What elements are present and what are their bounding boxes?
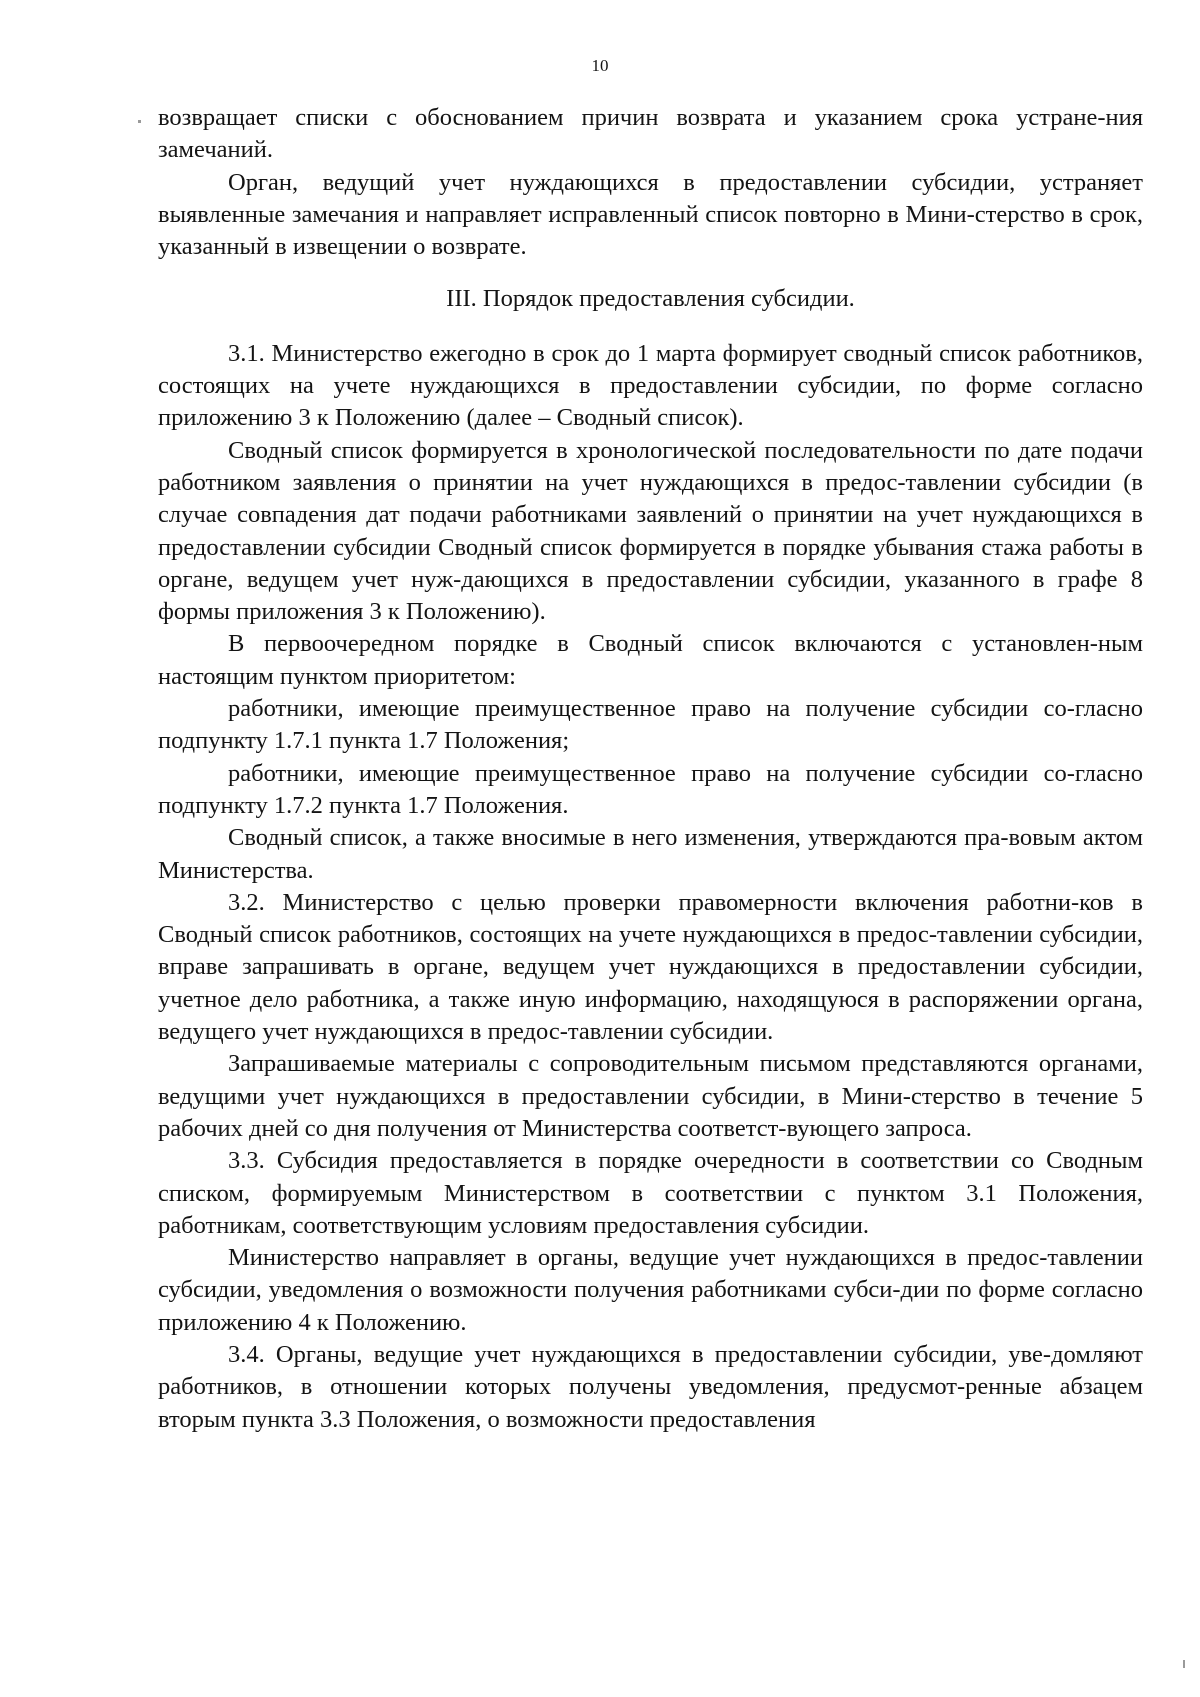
paragraph: Министерство направляет в органы, ведущие учет нуждающихся в предос-тавлении субсидии, уведомления о возможности получения работниками субси-дии по форме согласно приложению 4 к Положению. — [158, 1244, 1143, 1336]
document-body — [158, 102, 1143, 1436]
list-item: работники, имеющие преимущественное право на получение субсидии со-гласно подпункту 1.7.2 пункта 1.7 Положения. — [158, 759, 1143, 819]
paragraph: 3.1. Министерство ежегодно в срок до 1 марта формирует сводный список работников, состоящих на учете нуждающихся в предоставлении субсидии, по форме согласно приложению 3 к Положению (далее – Сводный список). — [158, 339, 1143, 432]
paragraph-continuation: возвращает списки с обоснованием причин возврата и указанием срока устране-ния замечаний. — [158, 104, 1143, 164]
paragraph: 3.4. Органы, ведущие учет нуждающихся в предоставлении субсидии, уве-домляют работников, в отношении которых получены уведомления, предусмот-ренные абзацем вторым пункта 3.3 Положения, о возможности предоставления — [158, 1340, 1143, 1433]
paragraph: Орган, ведущий учет нуждающихся в предоставлении субсидии, устраняет выявленные замечания и направляет исправленный список повторно в Мини-стерство в срок, указанный в извещении о возврате. — [158, 168, 1143, 261]
paragraph: В первоочередном порядке в Сводный список включаются с установлен-ным настоящим пунктом приоритетом: — [158, 630, 1143, 690]
paragraph: Сводный список, а также вносимые в него изменения, утверждаются пра-вовым актом Министерства. — [158, 824, 1143, 884]
paragraph: 3.2. Министерство с целью проверки правомерности включения работни-ков в Сводный список работников, состоящих на учете нуждающихся в предос-тавлении субсидии, вправе запрашивать в органе, ведущем учет нуждающихся в предоставлении субсидии, учетное дело работника, а также иную информацию, находящуюся в распоряжении органа, ведущего учет нуждающихся в предос-тавлении субсидии. — [158, 888, 1143, 1046]
paragraph: 3.3. Субсидия предоставляется в порядке очередности в соответствии со Сводным списком, формируемым Министерством в соответствии с пунктом 3.1 Положения, работникам, соответствующим условиям предоставления субсидии. — [158, 1147, 1143, 1239]
section-heading: III. Порядок предоставления субсидии. — [446, 285, 855, 313]
scan-speck — [138, 120, 141, 123]
paragraph: Сводный список формируется в хронологической последовательности по дате подачи работником заявления о принятии на учет нуждающихся в предос-тавлении субсидии (в случае совпадения дат подачи работниками заявлений о принятии на учет нуждающихся в предоставлении субсидии Сводный список формируется в порядке убывания стажа работы в органе, ведущем учет нуж-дающихся в предоставлении субсидии, указанного в графе 8 формы приложения 3 к Положению). — [158, 436, 1143, 626]
paragraph: Запрашиваемые материалы с сопроводительным письмом представляются органами, ведущими учет нуждающихся в предоставлении субсидии, в Мини-стерство в течение 5 рабочих дней со дня получения от Министерства соответст-вующего запроса. — [158, 1050, 1143, 1142]
page-number: 10 — [591, 56, 609, 75]
list-item: работники, имеющие преимущественное право на получение субсидии со-гласно подпункту 1.7.1 пункта 1.7 Положения; — [158, 695, 1143, 755]
scan-speck — [1183, 1660, 1185, 1668]
